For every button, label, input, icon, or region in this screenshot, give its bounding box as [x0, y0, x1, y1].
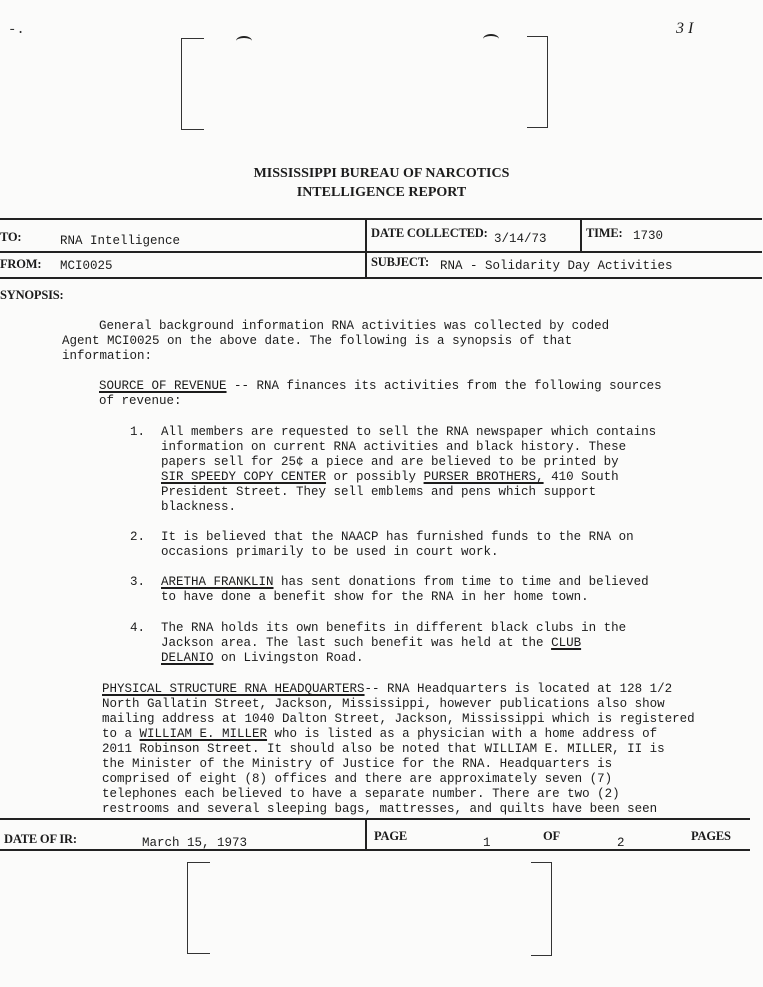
intro-paragraph	[62, 319, 609, 364]
item-2-line: It is believed that the NAACP has furnished funds to the RNA on	[161, 530, 634, 544]
phys-text-fragment: who is listed as a physician with a home address of	[267, 727, 658, 741]
physical-structure-paragraph	[102, 682, 672, 697]
table-bottom-rule	[0, 277, 762, 279]
source-heading: SOURCE OF REVENUE	[99, 379, 227, 393]
item-4-number: 4.	[130, 621, 146, 635]
phys-line: telephones each believed to have a separate number. There are two (2)	[102, 787, 620, 801]
item-1-text-fragment: or possibly	[326, 470, 424, 484]
name-delanio: DELANIO	[161, 651, 214, 665]
page-mark: 3 I	[676, 20, 694, 37]
item-2-number: 2.	[130, 530, 146, 544]
item-2-line: occasions primarily to be used in court work.	[161, 545, 499, 559]
time-value: 1730	[633, 229, 664, 243]
item-3-line: to have done a benefit show for the RNA in her home town.	[161, 590, 589, 604]
time-divider	[580, 218, 582, 251]
page-value: 1	[483, 836, 491, 850]
hole-mark-left	[236, 36, 252, 46]
item-3-number: 3.	[130, 575, 146, 589]
bottom-bracket-left	[187, 862, 210, 954]
name-club: CLUB	[551, 636, 582, 650]
name-william-e-miller: WILLIAM E. MILLER	[139, 727, 268, 741]
date-collected-label: DATE COLLECTED:	[371, 226, 488, 240]
item-1-line: blackness.	[161, 500, 237, 514]
name-sir-speedy: SIR SPEEDY COPY CENTER	[161, 470, 327, 484]
physical-structure-heading: PHYSICAL STRUCTURE RNA HEADQUARTERS	[102, 682, 365, 696]
table-top-rule	[0, 218, 762, 220]
top-bracket-right	[527, 36, 548, 128]
footer-top-rule	[0, 818, 750, 820]
intro-line: information:	[62, 349, 153, 363]
from-value: MCI0025	[60, 259, 113, 273]
to-value: RNA Intelligence	[60, 234, 181, 248]
of-label: OF	[543, 829, 560, 843]
source-paragraph	[99, 379, 662, 409]
name-purser-brothers: PURSER BROTHERS,	[423, 470, 544, 484]
source-text: -- RNA finances its activities from the following sources	[226, 379, 662, 393]
page-label: PAGE	[374, 829, 407, 843]
subject-value: RNA - Solidarity Day Activities	[440, 259, 673, 273]
date-of-ir-value: March 15, 1973	[142, 836, 248, 850]
agency-title: MISSISSIPPI BUREAU OF NARCOTICS	[253, 166, 510, 181]
name-aretha-franklin: ARETHA FRANKLIN	[161, 575, 274, 589]
phys-line: 2011 Robinson Street. It should also be noted that WILLIAM E. MILLER, II is	[102, 742, 665, 756]
bottom-bracket-right	[531, 862, 552, 956]
table-divider	[365, 218, 367, 278]
time-label: TIME:	[586, 226, 623, 240]
intro-line: Agent MCI0025 on the above date. The following is a synopsis of that	[62, 334, 573, 348]
item-1-line: information on current RNA activities and black history. These	[161, 440, 627, 454]
item-1-text-fragment: 410 South	[543, 470, 619, 484]
item-4-text-fragment: on Livingston Road.	[213, 651, 364, 665]
phys-line: comprised of eight (8) offices and there are approximately seven (7)	[102, 772, 613, 786]
phys-line: restrooms and several sleeping bags, mattresses, and quilts have been seen	[102, 802, 658, 816]
item-1-text	[161, 425, 656, 515]
item-1-line: papers sell for 25¢ a piece and are believed to be printed by	[161, 455, 619, 469]
item-1-line: President Street. They sell emblems and pens which support	[161, 485, 597, 499]
hole-mark-right	[483, 34, 499, 44]
top-bracket-left	[181, 38, 204, 130]
date-of-ir-label: DATE OF IR:	[4, 832, 77, 846]
subject-label: SUBJECT:	[371, 255, 429, 269]
pages-label: PAGES	[691, 829, 731, 843]
item-3-text-fragment: has sent donations from time to time and believed	[273, 575, 649, 589]
corner-mark: -.	[8, 22, 25, 38]
to-label: TO:	[0, 230, 22, 244]
of-value: 2	[617, 836, 625, 850]
intro-line: General background information RNA activities was collected by coded	[99, 319, 610, 333]
date-collected-value: 3/14/73	[494, 232, 547, 246]
footer-bottom-rule	[0, 849, 750, 851]
phys-text-fragment: to a	[102, 727, 140, 741]
item-4-text-fragment: Jackson area. The last such benefit was held at the	[161, 636, 552, 650]
phys-line: mailing address at 1040 Dalton Street, Jackson, Mississippi which is registered	[102, 712, 695, 726]
item-4-line: The RNA holds its own benefits in different black clubs in the	[161, 621, 627, 635]
physical-structure-body	[102, 697, 695, 817]
phys-text-fragment: -- RNA Headquarters is located at 128 1/2	[364, 682, 673, 696]
item-1-number: 1.	[130, 425, 146, 439]
table-mid-rule	[0, 251, 762, 253]
from-label: FROM:	[0, 257, 42, 271]
footer-divider	[365, 818, 367, 850]
item-4-text	[161, 621, 626, 666]
item-2-text	[161, 530, 634, 560]
phys-line: North Gallatin Street, Jackson, Mississippi, however publications also show	[102, 697, 665, 711]
synopsis-label: SYNOPSIS:	[0, 288, 64, 302]
item-1-line: All members are requested to sell the RNA newspaper which contains	[161, 425, 657, 439]
item-3-text	[161, 575, 649, 605]
phys-line: the Minister of the Ministry of Justice for the RNA. Headquarters is	[102, 757, 613, 771]
report-title: INTELLIGENCE REPORT	[296, 185, 467, 200]
source-line: of revenue:	[99, 394, 182, 408]
